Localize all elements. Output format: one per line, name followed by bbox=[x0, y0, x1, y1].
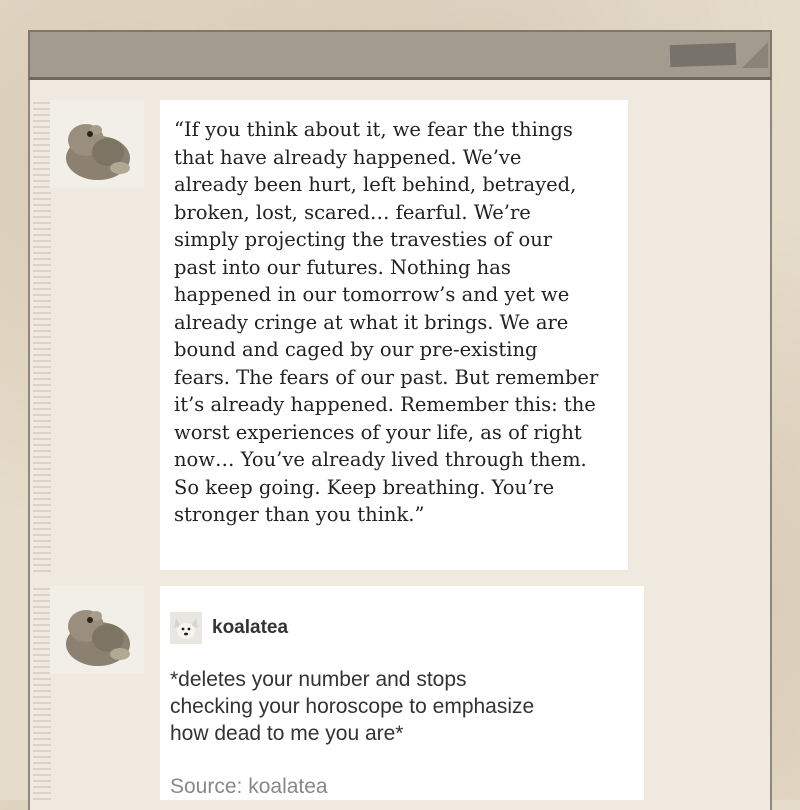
top-bar bbox=[28, 30, 772, 80]
post-header bbox=[170, 610, 632, 646]
quote-line: stronger than you think.” bbox=[174, 503, 425, 526]
cut-off-text: Source: koalatea bbox=[170, 775, 328, 798]
quote-line: bound and caged by our pre-existing bbox=[174, 338, 538, 361]
post-line: *deletes your number and stops bbox=[170, 668, 467, 691]
quote-line: worst experiences of your life, as of right bbox=[174, 420, 582, 444]
quote-line: So keep going. Keep breathing. You’re bbox=[174, 475, 555, 499]
quote-line: broken, lost, scared… fearful. We’re bbox=[174, 200, 531, 224]
quote-card bbox=[160, 100, 628, 570]
quote-line: fears. The fears of our past. But remember bbox=[174, 365, 599, 389]
post-line: checking your horoscope to emphasize bbox=[170, 695, 535, 718]
triangle-fold-icon bbox=[742, 42, 768, 68]
quote-line: already been hurt, left behind, betrayed, bbox=[174, 173, 577, 196]
post-text bbox=[170, 666, 632, 747]
post-card bbox=[160, 586, 644, 800]
left-rule-marks-2 bbox=[33, 588, 51, 800]
post-line: how dead to me you are* bbox=[170, 722, 404, 745]
rodent-photo-icon bbox=[50, 586, 144, 674]
left-rule-marks bbox=[33, 102, 51, 572]
quote-line: past into our futures. Nothing has bbox=[174, 255, 511, 279]
quote-line: already cringe at what it brings. We are bbox=[174, 310, 569, 334]
quote-text bbox=[174, 116, 618, 529]
tape-strip bbox=[670, 43, 737, 67]
rodent-photo-icon bbox=[50, 100, 144, 188]
quote-line: happened in our tomorrow’s and yet we bbox=[174, 283, 570, 306]
quote-line: now… You’ve already lived through them. bbox=[174, 448, 587, 471]
quote-line: “If you think about it, we fear the things bbox=[174, 118, 573, 141]
cut-off-line bbox=[170, 775, 370, 799]
dog-icon[interactable] bbox=[170, 612, 202, 644]
quote-line: that have already happened. We’ve bbox=[174, 145, 522, 169]
quote-line: it’s already happened. Remember this: the bbox=[174, 393, 596, 416]
username[interactable]: koalatea bbox=[212, 617, 289, 638]
quote-line: simply projecting the travesties of our bbox=[174, 228, 553, 251]
